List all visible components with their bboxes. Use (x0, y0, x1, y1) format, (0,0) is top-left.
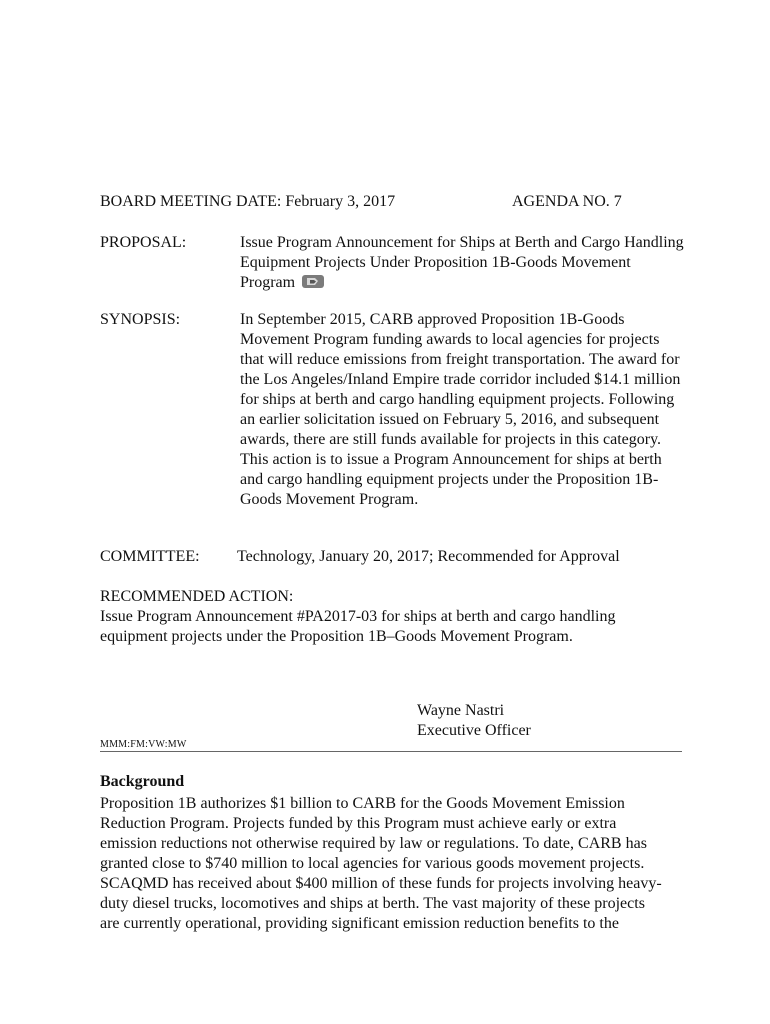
committee-label: COMMITTEE: (100, 548, 200, 565)
document-form-icon[interactable] (301, 274, 325, 289)
background-line: SCAQMD has received about $400 million of these funds for projects involving heavy- (100, 875, 662, 892)
synopsis-line: In September 2015, CARB approved Proposition 1B-Goods (240, 311, 625, 328)
background-heading: Background (100, 773, 185, 790)
synopsis-line: for ships at berth and cargo handling equipment projects. Following (240, 391, 675, 408)
proposal-text (240, 233, 700, 293)
background-text (100, 794, 690, 934)
agenda-number: AGENDA NO. 7 (512, 193, 622, 210)
background-line: duty diesel trucks, locomotives and ships at berth. The vast majority of these projects (100, 895, 645, 912)
divider (100, 751, 682, 752)
background-line: are currently operational, providing significant emission reduction benefits to the (100, 915, 619, 932)
signer-name: Wayne Nastri (417, 702, 505, 719)
proposal-line: Equipment Projects Under Proposition 1B-Goods Movement (240, 254, 631, 271)
synopsis-line: an earlier solicitation issued on February 5, 2016, and subsequent (240, 411, 660, 428)
background-line: granted close to $740 million to local agencies for various goods movement projects. (100, 855, 645, 872)
recommended-action-line: Issue Program Announcement #PA2017-03 for ships at berth and cargo handling (100, 608, 616, 625)
signature-block (417, 701, 531, 741)
background-line: Reduction Program. Projects funded by this Program must achieve early or extra (100, 815, 617, 832)
background-line: Proposition 1B authorizes $1 billion to CARB for the Goods Movement Emission (100, 795, 625, 812)
synopsis-line: awards, there are still funds available for projects in this category. (240, 431, 662, 448)
synopsis-line: This action is to issue a Program Announcement for ships at berth (240, 451, 662, 468)
synopsis-line: and cargo handling equipment projects under the Proposition 1B- (240, 471, 659, 488)
recommended-action (100, 587, 690, 647)
proposal-label: PROPOSAL: (100, 234, 187, 251)
recommended-action-line: equipment projects under the Proposition 1B–Goods Movement Program. (100, 628, 573, 645)
proposal-line-last (240, 273, 700, 293)
synopsis-line: the Los Angeles/Inland Empire trade corridor included $14.1 million (240, 371, 681, 388)
synopsis-line: that will reduce emissions from freight transportation. The award for (240, 351, 680, 368)
signer-title: Executive Officer (417, 722, 531, 739)
committee-text: Technology, January 20, 2017; Recommended for Approval (237, 548, 620, 565)
synopsis-label: SYNOPSIS: (100, 311, 181, 328)
initials: MMM:FM:VW:MW (100, 739, 187, 750)
background-line: emission reductions not otherwise required by law or regulations. To date, CARB has (100, 835, 647, 852)
board-meeting-date: BOARD MEETING DATE: February 3, 2017 (100, 193, 396, 210)
synopsis-text (240, 310, 700, 510)
proposal-line: Program (240, 274, 296, 291)
recommended-action-label: RECOMMENDED ACTION: (100, 588, 294, 605)
synopsis-line: Movement Program funding awards to local agencies for projects (240, 331, 660, 348)
synopsis-line: Goods Movement Program. (240, 491, 419, 508)
proposal-line: Issue Program Announcement for Ships at Berth and Cargo Handling (240, 234, 684, 251)
